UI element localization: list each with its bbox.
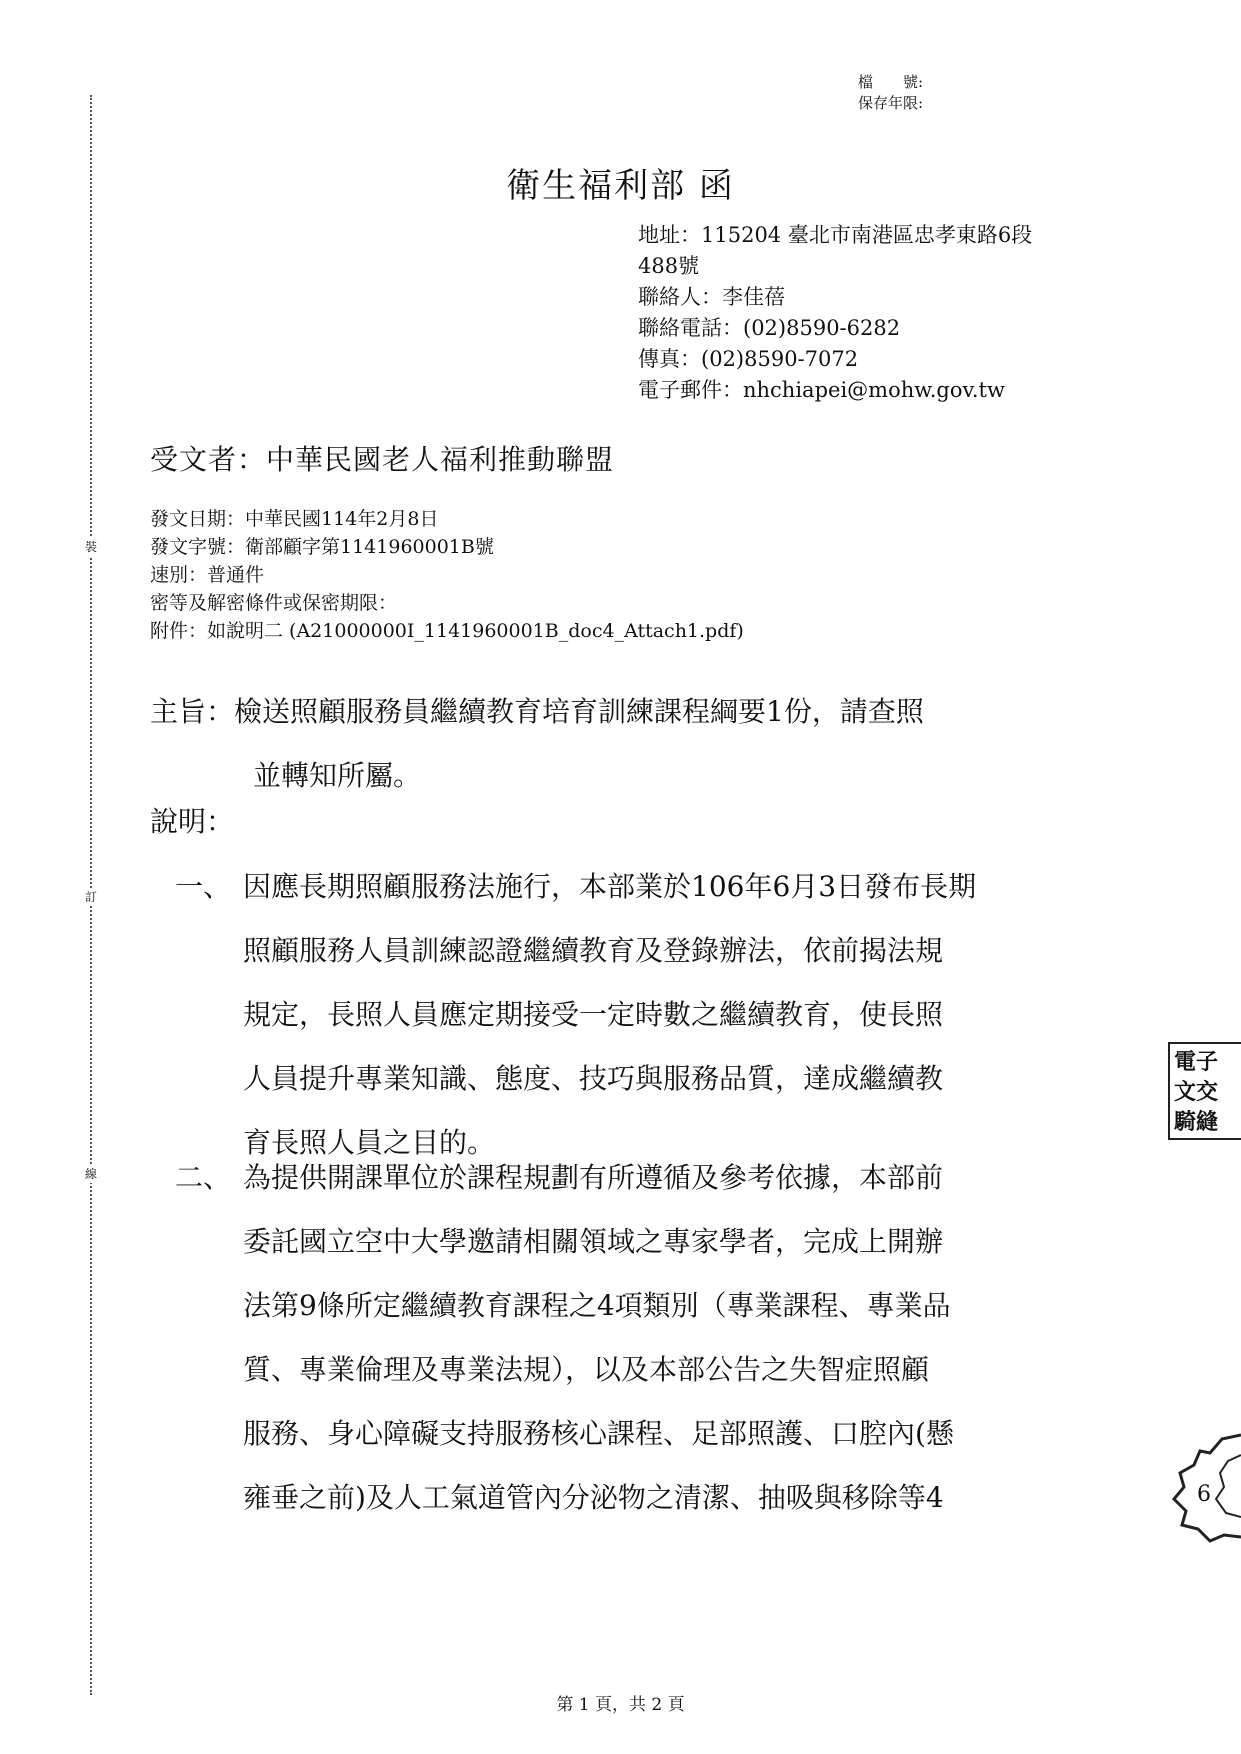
item-line: 規定，長照人員應定期接受一定時數之繼續教育，使長照: [243, 998, 944, 1031]
electronic-seam-stamp: [1168, 1042, 1241, 1140]
item-line: 為提供開課單位於課程規劃有所遵循及參考依據，本部前: [243, 1161, 944, 1194]
attachment-line: 附件：如說明二 (A21000000I_1141960001B_doc4_Attach1.pdf): [150, 620, 744, 642]
item-line: 質、專業倫理及專業法規），以及本部公告之失智症照顧: [243, 1353, 930, 1386]
issue-date: 發文日期：中華民國114年2月8日: [150, 508, 439, 530]
item-line: 委託國立空中大學邀請相關領域之專家學者，完成上開辦: [243, 1225, 944, 1258]
contact-email: 電子郵件：nhchiapei@mohw.gov.tw: [638, 378, 1005, 402]
seal-number: 6: [1197, 1482, 1211, 1507]
file-number-label: 檔 號:: [858, 73, 924, 91]
archive-info: [858, 72, 923, 114]
subject-block: [150, 680, 1090, 808]
item-line: 雍垂之前)及人工氣道管內分泌物之清潔、抽吸與移除等4: [243, 1481, 944, 1514]
item-line: 育長照人員之目的。: [243, 1126, 496, 1159]
contact-fax: 傳真：(02)8590-7072: [638, 347, 859, 371]
document-title: 衛生福利部 函: [506, 166, 735, 206]
contact-block: [638, 220, 1032, 406]
explanation-item-1: [175, 855, 1105, 1175]
item-line: 人員提升專業知識、態度、技巧與服務品質，達成繼續教: [243, 1062, 944, 1095]
contact-person: 聯絡人：李佳蓓: [638, 285, 785, 309]
meta-block: [150, 505, 744, 645]
stamp-line-1: 電子: [1174, 1049, 1219, 1075]
item-number: 一、: [175, 870, 232, 903]
subject-line-2: 並轉知所屬。: [253, 759, 422, 792]
stamp-line-2: 文交: [1174, 1079, 1219, 1105]
page-footer: 第 1 頁，共 2 頁: [556, 1695, 685, 1715]
item-line: 照顧服務人員訓練認證繼續教育及登錄辦法，依前揭法規: [243, 934, 944, 967]
item-text: [175, 855, 1105, 1175]
stamp-line-3: 騎縫: [1174, 1109, 1219, 1135]
binding-mark-ding: 訂: [84, 890, 97, 904]
document-number: 發文字號：衛部顧字第1141960001B號: [150, 536, 494, 558]
contact-phone: 聯絡電話：(02)8590-6282: [638, 316, 901, 340]
item-line: 法第9條所定繼續教育課程之4項類別（專業課程、專業品: [243, 1289, 951, 1322]
recipient: 受文者：中華民國老人福利推動聯盟: [150, 443, 615, 476]
binding-mark-zhuang: 裝: [84, 540, 97, 554]
address-line-1: 地址：115204 臺北市南港區忠孝東路6段: [638, 223, 1033, 247]
item-number: 二、: [175, 1161, 232, 1194]
binding-mark-xian: 線: [84, 1167, 97, 1181]
subject-line-1: 主旨：檢送照顧服務員繼續教育培育訓練課程綱要1份，請查照: [150, 695, 924, 728]
explanation-item-2: [175, 1146, 1105, 1530]
address-line-2: 488號: [638, 254, 700, 278]
retention-period-label: 保存年限:: [858, 94, 924, 112]
security-level: 密等及解密條件或保密期限：: [150, 592, 398, 614]
item-line: 因應長期照顧服務法施行，本部業於106年6月3日發布長期: [243, 870, 977, 903]
explanation-label: 說明：: [150, 805, 235, 838]
item-text: [175, 1146, 1105, 1530]
item-line: 服務、身心障礙支持服務核心課程、足部照護、口腔內(懸: [243, 1417, 954, 1450]
delivery-speed: 速別：普通件: [150, 564, 265, 586]
